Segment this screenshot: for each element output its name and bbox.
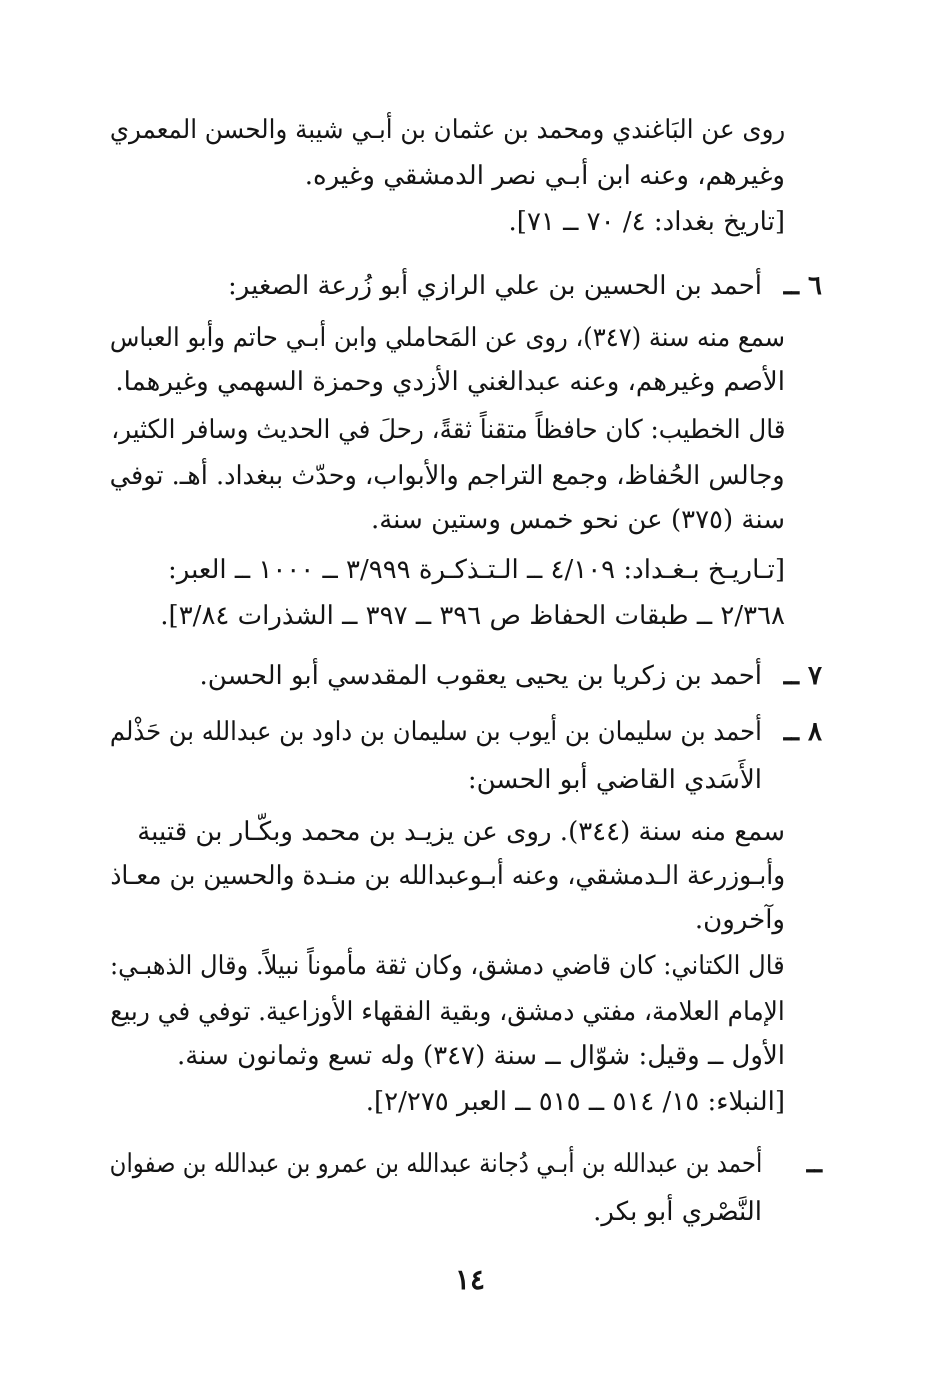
text-line: وأبـوزرعة الـدمشقي، وعنه أبـوعبدالله بن منـدة والحسين بن معـاذ	[110, 861, 785, 891]
entry-heading: أحمد بن الحسين بن علي الرازي أبو زُرعة الصغير:	[228, 271, 762, 301]
text-line: سمع منه سنة (٣٤٧)، روى عن المَحاملي وابن أبـي حاتم وأبو العباس	[109, 323, 785, 353]
text-line: الأصم وغيرهم، وعنه عبدالغني الأزدي وحمزة السهمي وغيرهما.	[115, 367, 785, 397]
entry-number: ــ	[806, 1149, 822, 1179]
text-line: وغيرهم، وعنه ابن أبـي نصر الدمشقي وغيره.	[304, 161, 785, 191]
entry-number: ٦ ــ	[783, 271, 822, 301]
entry-heading: الأَسَدي القاضي أبو الحسن:	[467, 765, 762, 795]
citation-line: [تـاريـخ بـغـداد: ٤/١٠٩ ــ الـتـذكـرة ٣/٩٩٩ ــ ١٠٠٠ ــ العبر:	[167, 555, 785, 585]
text-line: قال الكتاني: كان قاضي دمشق، وكان ثقة مأموناً نبيلاً. وقال الذهبـي:	[110, 951, 785, 981]
text-line: سنة (٣٧٥) عن نحو خمس وستين سنة.	[370, 505, 785, 535]
citation-line: ٢/٣٦٨ ــ طبقات الحفاظ ص ٣٩٦ ــ ٣٩٧ ــ الشذرات ٣/٨٤].	[160, 601, 785, 631]
text-line: قال الخطيب: كان حافظاً متقناً ثقةً، رحلَ في الحديث وسافر الكثير،	[110, 415, 785, 445]
entry-heading: النَّصْري أبو بكر.	[593, 1197, 762, 1227]
text-line: سمع منه سنة (٣٤٤). روى عن يزيـد بن محمد وبكّـار بن قتيبة	[137, 817, 785, 847]
entry-number: ٧ ــ	[783, 661, 822, 691]
entry-number: ٨ ــ	[783, 717, 822, 747]
text-line: روى عن البَاغندي ومحمد بن عثمان بن أبـي شيبة والحسن المعمري	[109, 115, 785, 145]
entry-heading: أحمد بن سليمان بن أيوب بن سليمان بن داود بن عبدالله بن حَذْلم	[109, 717, 762, 747]
text-line: الإمام العلامة، مفتي دمشق، وبقية الفقهاء الأوزاعية. توفي في ربيع	[110, 997, 785, 1027]
text-line: وجالس الحُفاظ، وجمع التراجم والأبواب، وحدّث ببغداد. أهـ. توفي	[110, 461, 785, 491]
citation-line: [النبلاء: ١٥/ ٥١٤ ــ ٥١٥ ــ العبر ٢/٢٧٥].	[365, 1087, 785, 1117]
text-line: الأول ــ وقيل: شوّال ــ سنة (٣٤٧) وله تسع وثمانون سنة.	[176, 1041, 785, 1071]
entry-heading: أحمد بن عبدالله بن أبـي دُجانة عبدالله بن عمرو بن عبدالله بن صفوان	[109, 1149, 762, 1179]
page-number: ١٤	[454, 1263, 486, 1296]
entry-heading: أحمد بن زكريا بن يحيى يعقوب المقدسي أبو الحسن.	[199, 661, 762, 691]
text-line: وآخرون.	[694, 905, 785, 935]
citation-line: [تاريخ بغداد: ٤/ ٧٠ ــ ٧١].	[508, 207, 785, 237]
